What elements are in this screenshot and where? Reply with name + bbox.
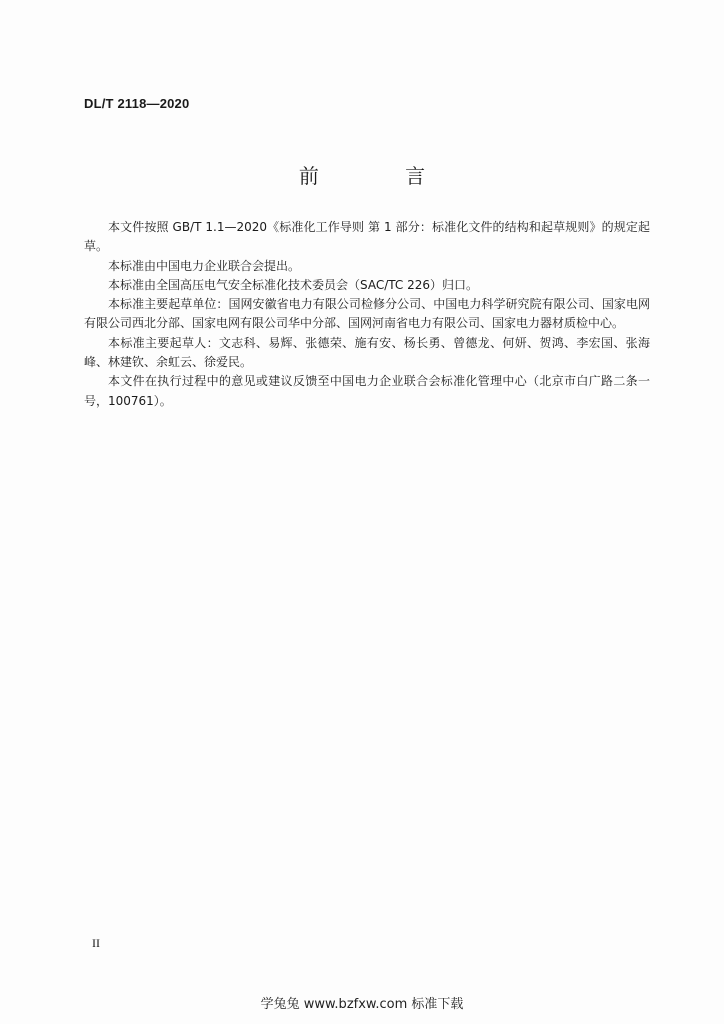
page-number: II bbox=[92, 936, 100, 950]
standard-code: DL/T 2118—2020 bbox=[84, 96, 190, 111]
site-watermark: 学兔兔 www.bzfxw.com 标准下载 bbox=[260, 997, 464, 1012]
paragraph-feedback: 本文件在执行过程中的意见或建议反馈至中国电力企业联合会标准化管理中心（北京市白广路二条一号，100761）。 bbox=[84, 374, 650, 408]
paragraph-drafters: 本标准主要起草人：文志科、易辉、张德荣、施有安、杨长勇、曾德龙、何妍、贺鸿、李宏国、张海峰、林建钦、余虹云、徐爱民。 bbox=[84, 335, 650, 370]
paragraph-drafting-basis: 本文件按照 GB/T 1.1—2020《标准化工作导则 第 1 部分：标准化文件的结构和起草规则》的规定起草。 bbox=[84, 220, 650, 254]
paragraph-drafting-units: 本标准主要起草单位：国网安徽省电力有限公司检修分公司、中国电力科学研究院有限公司、国家电网有限公司西北分部、国家电网有限公司华中分部、国网河南省电力有限公司、国家电力器材质检中心。 bbox=[84, 297, 650, 331]
paragraph-committee: 本标准由全国高压电气安全标准化技术委员会（SAC/TC 226）归口。 bbox=[108, 277, 478, 292]
preface-body bbox=[84, 218, 650, 411]
page-title: 前 言 bbox=[298, 164, 466, 188]
paragraph-proposer: 本标准由中国电力企业联合会提出。 bbox=[108, 258, 301, 273]
